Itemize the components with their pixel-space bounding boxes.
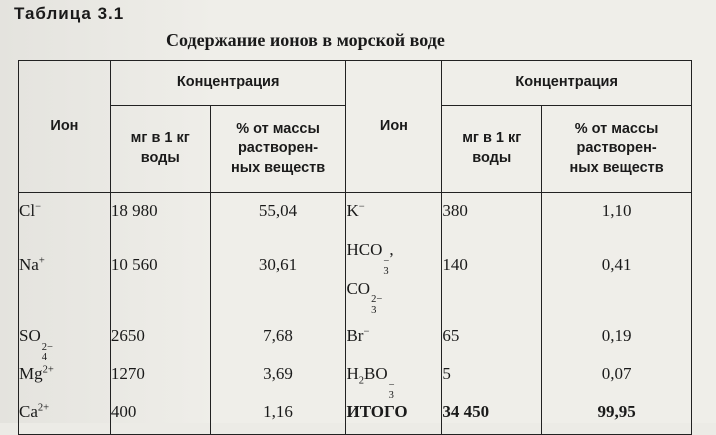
- percent-cell: 1,10: [542, 193, 692, 240]
- mg-cell: 2650: [110, 316, 210, 364]
- header-mg-left: мг в 1 кг воды: [110, 106, 210, 193]
- header-concentration-right: Концентрация: [442, 61, 692, 106]
- mg-cell: 400: [110, 402, 210, 435]
- percent-cell: 1,16: [210, 402, 346, 435]
- percent-cell: 3,69: [210, 364, 346, 402]
- percent-cell: 7,68: [210, 316, 346, 364]
- mg-cell: 5: [442, 364, 542, 402]
- total-mg-cell: 34 450: [442, 402, 542, 435]
- ion-content-table: [18, 60, 692, 435]
- ion-cell: Br−: [346, 316, 442, 364]
- ion-cell: $Mg^{2+}$: [19, 364, 111, 402]
- ion-cell: K−: [346, 193, 442, 240]
- percent-cell: 30,61: [210, 239, 346, 316]
- header-ion-right: Ион: [346, 61, 442, 193]
- percent-cell: 55,04: [210, 193, 346, 240]
- total-percent-cell: 99,95: [542, 402, 692, 435]
- header-percent-right: % от массы растворен- ных веществ: [542, 106, 692, 193]
- mg-cell: 380: [442, 193, 542, 240]
- total-label-cell: ИТОГО: [346, 402, 442, 435]
- ion-cell: Na+: [19, 239, 111, 316]
- header-percent-left: % от массы растворен- ных веществ: [210, 106, 346, 193]
- header-row-top: [19, 61, 692, 106]
- percent-cell: 0,41: [542, 239, 692, 316]
- percent-cell: 0,19: [542, 316, 692, 364]
- mg-cell: 65: [442, 316, 542, 364]
- table-row: [19, 193, 692, 240]
- ion-cell: Cl−: [19, 193, 111, 240]
- ion-cell: $Ca^{2+}$: [19, 402, 111, 435]
- header-ion-left: Ион: [19, 61, 111, 193]
- table-row: [19, 402, 692, 435]
- table-row: [19, 364, 692, 402]
- mg-cell: 140: [442, 239, 542, 316]
- header-mg-right: мг в 1 кг воды: [442, 106, 542, 193]
- table-row: [19, 316, 692, 364]
- mg-cell: 18 980: [110, 193, 210, 240]
- ion-cell: HCO − 3 , CO 2− 3: [346, 239, 442, 316]
- mg-cell: 10 560: [110, 239, 210, 316]
- percent-cell: 0,07: [542, 364, 692, 402]
- table-caption: Содержание ионов в морской воде: [166, 30, 445, 50]
- header-concentration-left: Концентрация: [110, 61, 346, 106]
- mg-cell: 1270: [110, 364, 210, 402]
- ion-cell: SO 2− 4: [19, 316, 111, 364]
- table-number-label: Таблица 3.1: [14, 4, 125, 23]
- table-row: [19, 239, 692, 316]
- ion-cell: $H_2BO$ − 3: [346, 364, 442, 402]
